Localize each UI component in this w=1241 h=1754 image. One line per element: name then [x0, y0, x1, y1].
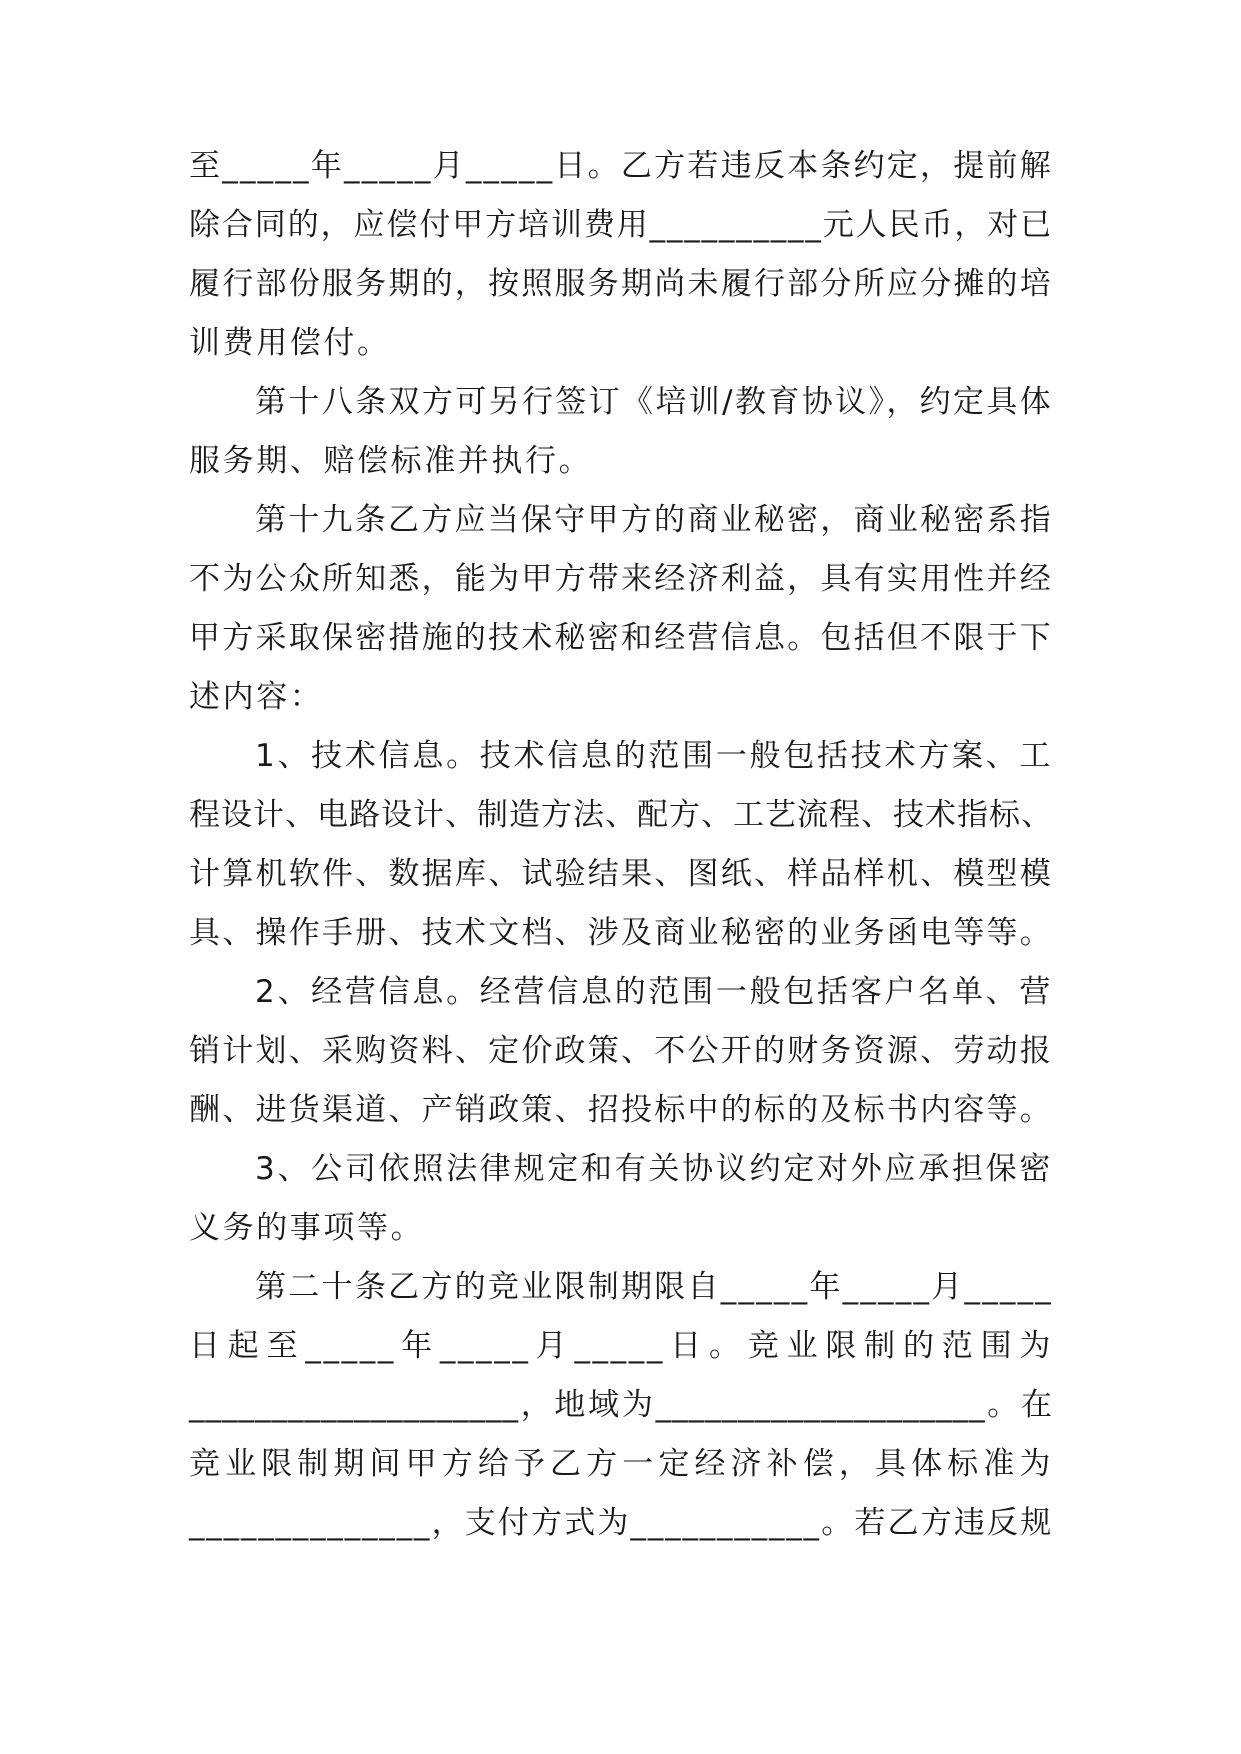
- text-line: 义务的事项等。: [189, 1210, 425, 1246]
- text-line: ____________________，地域为____________________。在: [189, 1387, 1053, 1423]
- text-line: 第二十条乙方的竞业限制期限自_____年_____月_____: [255, 1269, 1053, 1305]
- text-line: 至_____年_____月_____日。乙方若违反本条约定，提前解: [189, 148, 1053, 184]
- text-line: 酬、进货渠道、产销政策、招投标中的标的及标书内容等。: [189, 1092, 1053, 1128]
- text-line: 1、技术信息。技术信息的范围一般包括技术方案、工: [255, 738, 1053, 774]
- text-line: ______________，支付方式为___________。若乙方违反规: [189, 1505, 1053, 1541]
- text-line: 竞业限制期间甲方给予乙方一定经济补偿，具体标准为: [189, 1446, 1053, 1482]
- text-line: 具、操作手册、技术文档、涉及商业秘密的业务函电等等。: [189, 915, 1053, 951]
- text-line: 服务期、赔偿标准并执行。: [189, 443, 593, 479]
- text-line: 履行部份服务期的，按照服务期尚未履行部分所应分摊的培: [189, 266, 1053, 302]
- text-line: 销计划、采购资料、定价政策、不公开的财务资源、劳动报: [189, 1033, 1053, 1069]
- text-line: 程设计、电路设计、制造方法、配方、工艺流程、技术指标、: [189, 797, 1053, 833]
- text-line: 3、公司依照法律规定和有关协议约定对外应承担保密: [255, 1151, 1053, 1187]
- text-line: 日起至_____年_____月_____日。竞业限制的范围为: [189, 1328, 1053, 1364]
- text-line: 训费用偿付。: [189, 325, 391, 361]
- text-line: 除合同的，应偿付甲方培训费用__________元人民币，对已: [189, 207, 1053, 243]
- text-line: 第十八条双方可另行签订《培训/教育协议》，约定具体: [255, 384, 1053, 420]
- text-line: 第十九条乙方应当保守甲方的商业秘密，商业秘密系指: [255, 502, 1053, 538]
- text-line: 不为公众所知悉，能为甲方带来经济利益，具有实用性并经: [189, 561, 1053, 597]
- text-line: 甲方采取保密措施的技术秘密和经营信息。包括但不限于下: [189, 620, 1053, 656]
- text-line: 述内容：: [189, 679, 324, 715]
- text-line: 2、经营信息。经营信息的范围一般包括客户名单、营: [255, 974, 1053, 1010]
- text-line: 计算机软件、数据库、试验结果、图纸、样品样机、模型模: [189, 856, 1053, 892]
